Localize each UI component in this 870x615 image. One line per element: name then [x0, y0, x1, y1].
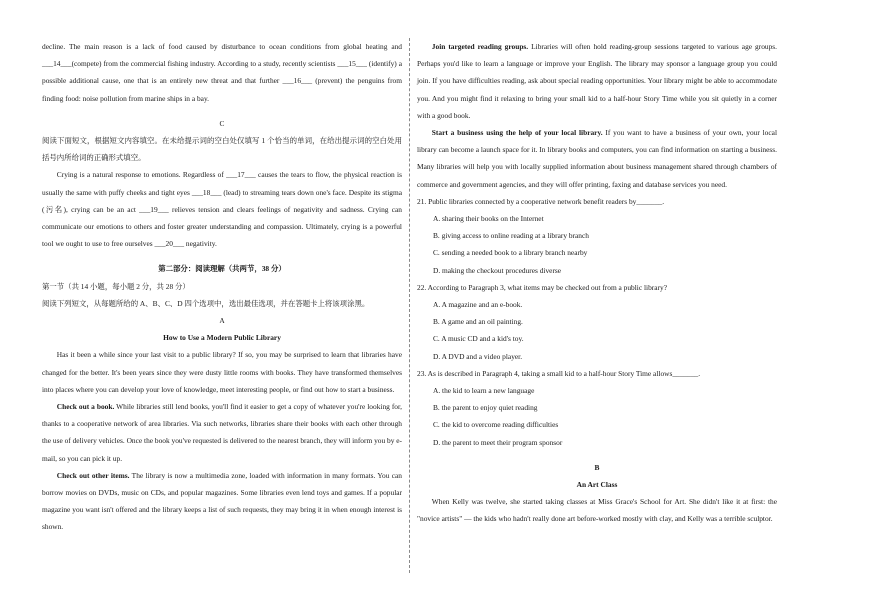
paragraph-3-lead: Check out other items. [56, 470, 130, 480]
q23-option-a: A. the kid to learn a new language [433, 386, 535, 396]
right-column [417, 38, 777, 528]
paragraph-3-body: The library is now a multimedia zone, loaded with information in many formats. You can borrow movies on DVDs, music on CDs, and popular magazines. Some libraries even lend toys and games. If a popular magazine you want isn't offered and the library keeps a list of such requests, they may bring it in when enough interest is shown. [42, 470, 402, 532]
q21-option-d: D. making the checkout procedures diverse [433, 265, 562, 275]
paragraph-5-lead: Start a business using the help of your local library. [431, 128, 603, 138]
section-b-label: B [594, 462, 600, 472]
q22-option-b: B. A game and an oil painting. [433, 317, 523, 327]
q23-option-c: C. the kid to overcome reading difficulties [433, 420, 559, 430]
question-21: 21. Public libraries connected by a cooperative network benefit readers by_______. [417, 196, 665, 206]
q23-option-b: B. the parent to enjoy quiet reading [433, 403, 538, 413]
passage-crying-paragraph: Crying is a natural response to emotions. Regardless of ___17___ causes the tears to flow, the physical reaction is usually the same with puffy cheeks and tight eyes ___18___ (lead) to streaming tears down one's face. Despite its stigma (污名), crying can be an act ___19___ relieves tension and clears feelings of negativity and sadness. Crying can communicate our emotions to others and foster greater understanding and compassion. Ultimately, crying is a powerful tool we ought to use to free ourselves ___20___ negativity. [42, 170, 402, 249]
article-b-title: An Art Class [576, 480, 618, 490]
paragraph-2-lead: Check out a book. [56, 402, 115, 412]
q23-option-d: D. the parent to meet their program sponsor [433, 437, 563, 447]
reading-instruction: 阅读下列短文，从每题所给的 A、B、C、D 四个选项中，选出最佳选项，并在答题卡上将该项涂黑。 [42, 298, 370, 308]
q21-option-c: C. sending a needed book to a library branch nearby [433, 248, 588, 258]
q22-option-d: D. A DVD and a video player. [433, 351, 523, 361]
article-a-title: How to Use a Modern Public Library [163, 333, 281, 343]
section1-title: 第一节（共 14 小题，每小题 2 分，共 28 分） [42, 281, 190, 291]
article-a-paragraph-4 [417, 38, 777, 124]
passage-penguins-paragraph: decline. The main reason is a lack of food caused by disturbance to ocean conditions from global heating and ___14___(compete) from the commercial fishing industry. According to a study, recently scientists ___15___ (identify) a possible additional cause, one that is an entirely new threat and that further ___16___ (prevent) the penguins from finding food: noise pollution from marine ships in a bay. [42, 42, 402, 103]
part2-title: 第二部分：阅读理解（共两节，38 分） [158, 264, 286, 274]
column-divider [409, 38, 410, 573]
paragraph-2-body: While libraries still lend books, you'll find it easier to get a copy of whatever you're looking for, thanks to a cooperative network of area libraries. Via such networks, libraries share their books with each other through the use of delivery vehicles. Once the book you've requested is delivered to the nearest branch, they will inform you by e-mail, so you can pick it up. [42, 402, 402, 463]
left-column [42, 38, 402, 536]
article-a-paragraph-1: Has it been a while since your last visit to a public library? If so, you may be surprised to learn that libraries have changed for the better. It's been years since they were dusty little rooms with books. They have transformed themselves into places where you can develop your love of knowledge, meet interesting people, or find out how to start a business. [42, 350, 402, 394]
article-a-paragraph-2 [42, 398, 402, 467]
article-b-paragraph-1: When Kelly was twelve, she started taking classes at Miss Grace's School for Art. She didn't like it at first: the "novice artists" — the kids who hadn't really done art before-worked mostly with clay, and Kelly was a terrible sculptor. [417, 497, 777, 524]
question-23: 23. As is described in Paragraph 4, taking a small kid to a half-hour Story Time allows_______. [417, 368, 701, 378]
question-22: 22. According to Paragraph 3, what items may be checked out from a public library? [417, 282, 667, 292]
article-a-paragraph-5 [417, 124, 777, 193]
q22-option-a: A. A magazine and an e-book. [433, 300, 523, 310]
paragraph-4-lead: Join targeted reading groups. [431, 42, 529, 51]
q21-option-b: B. giving access to online reading at a library branch [433, 231, 589, 241]
q21-option-a: A. sharing their books on the Internet [433, 214, 544, 224]
section-a-label: A [219, 316, 225, 326]
paragraph-5-body: If you want to have a business of your own, your local library can become a launch space for it. In library books and computers, you can find information on starting a business. Many libraries will help you with locally supplied information about business management shared through chambers of commerce and government agencies, and they will offer printing, faxing and database services you need. [417, 128, 777, 189]
section-c-instruction: 阅读下面短文，根据短文内容填空。在未给提示词的空白处仅填写 1 个恰当的单词，在给出提示词的空白处用括号内所给词的正确形式填空。 [42, 136, 402, 163]
paragraph-4-body: Libraries will often hold reading-group sessions targeted to various age groups. Perhaps you'd like to learn a language or improve your English. The library may sponsor a language group you could join. If you have difficulties reading, ask about special reading opportunities. Your library might be able to accommodate you. And you might find it relaxing to bring your small kid to a half-hour Story Time while you sit quietly in a corner with a good book. [417, 42, 777, 120]
q22-option-c: C. A music CD and a kid's toy. [433, 334, 524, 344]
section-c-label: C [219, 118, 225, 128]
article-a-paragraph-3 [42, 467, 402, 536]
